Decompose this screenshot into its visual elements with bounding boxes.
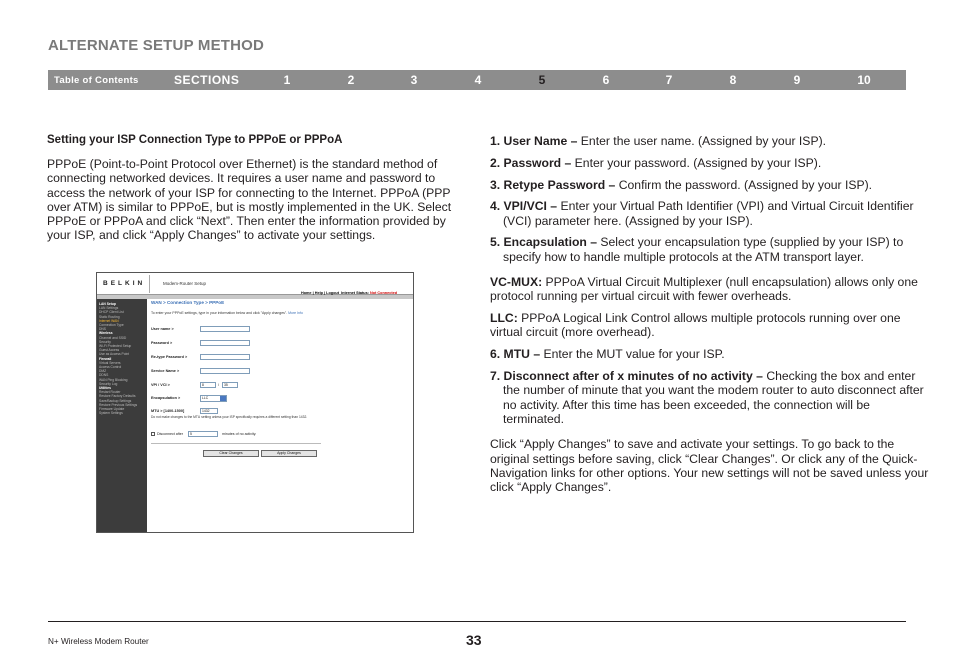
sections-label: SECTIONS — [174, 73, 240, 87]
divider — [151, 443, 321, 444]
logo-divider — [149, 275, 150, 293]
sidebar-item: Firewall — [99, 356, 112, 361]
section-link-10[interactable]: 10 — [857, 73, 871, 87]
encapsulation-label: Encapsulation > — [151, 396, 181, 400]
sidebar-item[interactable]: DDNS — [99, 373, 109, 378]
vpi-vci-separator: / — [218, 383, 220, 387]
item-disconnect: 7. Disconnect after of x minutes of no activity – Checking the box and enter the number of minute that you want the modem router to auto disconnect after no activity. After this time has been exceeded, the connection will be terminated. — [490, 369, 924, 426]
sidebar-item[interactable]: Security Log — [99, 381, 118, 386]
sidebar-item[interactable]: Access Control — [99, 365, 122, 370]
encapsulation-selected: LLC — [202, 396, 209, 400]
sidebar-item[interactable]: Restore Previous Settings — [99, 402, 138, 407]
closing-paragraph: Click “Apply Changes” to save and activate your settings. To go back to the original settings before saving, click “Clear Changes”. Or click any of the Quick-Navigation links for other options. Your new settings will not be saved unless your click “Apply Changes”. — [490, 437, 929, 495]
sidebar-item: Utilities — [99, 386, 111, 391]
sidebar-item: LAN Setup — [99, 302, 116, 306]
belkin-logo: BELKIN — [103, 280, 146, 287]
disconnect-tail-text: minutes of no activity. — [222, 432, 257, 436]
more-info-link[interactable]: More Info — [288, 311, 303, 315]
username-input[interactable] — [200, 326, 250, 332]
section-link-9[interactable]: 9 — [793, 73, 801, 87]
section-link-1[interactable]: 1 — [283, 73, 291, 87]
clear-changes-button[interactable]: Clear Changes — [203, 450, 259, 457]
section-link-4[interactable]: 4 — [474, 73, 482, 87]
chevron-down-icon — [220, 396, 226, 401]
home-help-logout-links[interactable]: Home | Help | Logout — [301, 291, 339, 295]
mtu-label: MTU > [1400-1500] — [151, 409, 185, 413]
item-mtu: 6. MTU – Enter the MUT value for your ISP. — [490, 347, 725, 362]
internet-status-value: Not Connected — [370, 291, 398, 295]
sidebar-item[interactable]: Wi-Fi Protected Setup — [99, 344, 132, 349]
disconnect-minutes-input[interactable]: 5 — [188, 431, 218, 437]
disconnect-label: Disconnect after — [157, 432, 183, 436]
llc-paragraph: LLC: PPPoA Logical Link Control allows multiple protocols running over one virtual circuit (more overhead). — [490, 311, 901, 340]
sidebar-item[interactable]: Guest Access — [99, 348, 120, 353]
vci-input[interactable]: 35 — [222, 382, 238, 388]
section-link-6[interactable]: 6 — [602, 73, 610, 87]
sidebar-item[interactable]: DMZ — [99, 369, 107, 374]
sidebar-item: Wireless — [99, 331, 113, 336]
right-column — [490, 134, 930, 502]
service-name-input[interactable] — [200, 368, 250, 374]
sidebar-item[interactable]: Virtual Servers — [99, 360, 121, 365]
sidebar-item[interactable]: DHCP Client List — [99, 310, 124, 315]
sidebar-item[interactable]: Restart Router — [99, 390, 121, 395]
item-user-name: 1. User Name – Enter the user name. (Assigned by your ISP). — [490, 134, 827, 148]
section-link-7[interactable]: 7 — [665, 73, 673, 87]
router-sidebar — [97, 299, 147, 533]
footer-product-name: N+ Wireless Modem Router — [48, 637, 149, 646]
section-link-5-active[interactable]: 5 — [538, 73, 546, 87]
internet-status-label: Internet Status: — [341, 291, 369, 295]
disconnect-checkbox[interactable] — [151, 432, 155, 436]
app-title: Modem-Router Setup — [163, 281, 207, 286]
vc-mux-paragraph: VC-MUX: PPPoA Virtual Circuit Multiplexer (null encapsulation) allows only one protocol running per virtual circuit with fewer overheads. — [490, 275, 918, 304]
left-column — [47, 134, 452, 243]
sidebar-item[interactable]: WAN Ping Blocking — [99, 377, 128, 382]
sidebar-item[interactable]: Internet WAN — [99, 318, 119, 323]
password-label: Password > — [151, 341, 173, 345]
section-link-8[interactable]: 8 — [729, 73, 737, 87]
sidebar-item[interactable]: Connection Type — [99, 323, 124, 328]
sidebar-item[interactable]: DNS — [99, 327, 106, 332]
section-navbar — [48, 70, 906, 90]
password-input[interactable] — [200, 340, 250, 346]
pppoe-heading: WAN > Connection Type > PPPoE — [151, 300, 225, 305]
item-retype-password: 3. Retype Password – Confirm the password. (Assigned by your ISP). — [490, 177, 873, 192]
sidebar-item[interactable]: Static Routing — [99, 314, 120, 319]
encapsulation-select[interactable] — [200, 395, 227, 402]
item-vpi-vci: 4. VPI/VCI – Enter your Virtual Path Identifier (VPI) and Virtual Circuit Identifier (VCI) parameter here. (Assigned by your ISP). — [490, 199, 914, 228]
screenshot-header — [97, 273, 413, 295]
sidebar-item[interactable]: Restore Factory Defaults — [99, 394, 136, 399]
mtu-input[interactable]: 1432 — [200, 408, 218, 414]
table-of-contents-link[interactable]: Table of Contents — [54, 74, 139, 86]
retype-password-label: Re-type Password > — [151, 355, 188, 359]
section-link-3[interactable]: 3 — [410, 73, 418, 87]
item-password: 2. Password – Enter your password. (Assigned by your ISP). — [490, 155, 822, 170]
sidebar-item[interactable]: Save/Backup Settings — [99, 398, 132, 403]
sidebar-item[interactable]: Firmware Update — [99, 407, 125, 412]
username-label: User name > — [151, 327, 174, 331]
vpi-vci-label: VPI / VCI > — [151, 383, 170, 387]
page-title: ALTERNATE SETUP METHOD — [48, 37, 265, 54]
vpi-input[interactable]: 8 — [200, 382, 216, 388]
pppoe-intro-text: To enter your PPPoE settings, type in your information below and click "Apply changes". — [151, 311, 288, 315]
pppoe-intro — [151, 311, 303, 315]
mtu-note: Do not make changes to the MTU setting unless your ISP specifically requires a different setting than 1432. — [151, 415, 308, 419]
section-heading: Setting your ISP Connection Type to PPPoE or PPPoA — [47, 134, 343, 146]
router-setup-screenshot — [96, 272, 414, 533]
apply-changes-button[interactable]: Apply Changes — [261, 450, 317, 457]
item-encapsulation: 5. Encapsulation – Select your encapsulation type (supplied by your ISP) to specify how to handle multiple protocols at the ATM transport layer. — [490, 235, 904, 264]
retype-password-input[interactable] — [200, 354, 250, 360]
sidebar-item[interactable]: Use as Access Point — [99, 352, 130, 357]
router-main-panel — [150, 299, 413, 533]
sidebar-item[interactable]: Security — [99, 339, 111, 344]
intro-paragraph: PPPoE (Point-to-Point Protocol over Ethernet) is the standard method of connecting networked devices. It requires a user name and password to access the network of your ISP for connecting to the Internet. PPPoA (PPP over ATM) is similar to PPPoE, but is mostly implemented in the UK. Select PPPoE or PPPoA and click “Next”. Then enter the information provided by your ISP, and click “Apply Changes” to activate your settings. — [47, 157, 452, 243]
service-name-label: Service Name > — [151, 369, 180, 373]
sidebar-item[interactable]: Channel and SSID — [99, 335, 127, 340]
section-link-2[interactable]: 2 — [347, 73, 355, 87]
sidebar-item[interactable]: System Settings — [99, 411, 123, 416]
footer-divider — [48, 621, 906, 622]
page-number: 33 — [466, 632, 482, 648]
sidebar-item[interactable]: LAN Settings — [99, 306, 119, 311]
